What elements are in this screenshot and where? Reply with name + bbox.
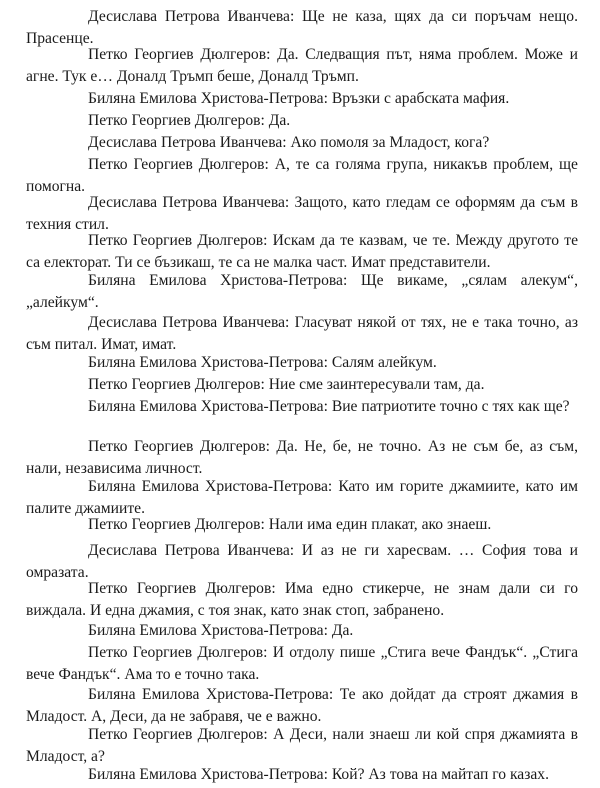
utterance-text: Да. <box>268 112 291 129</box>
transcript-paragraph <box>26 724 578 768</box>
transcript-paragraph <box>26 110 578 132</box>
speaker-name: Биляна Емилова Христова-Петрова: <box>88 478 333 495</box>
speaker-name: Биляна Емилова Христова-Петрова: <box>88 766 328 783</box>
utterance-text: И отдолу пише „Стига вече Фандък“. „Стига вече Фандък“. Ама то е точно така. <box>26 644 578 683</box>
utterance-text: Има едно стикерче, не знам дали си го виждала. И една джамия, с тоя знак, като знак стоп, забранено. <box>26 580 578 619</box>
utterance-text: Ще не каза, щях да си поръчам нещо. Прасенце. <box>26 8 578 47</box>
speaker-name: Петко Георгиев Дюлгеров: <box>88 232 268 249</box>
speaker-name: Петко Георгиев Дюлгеров: <box>88 46 271 63</box>
speaker-name: Петко Георгиев Дюлгеров: <box>88 376 265 393</box>
utterance-text: Ние сме заинтересували там, да. <box>268 376 485 393</box>
utterance-text: Те ако дойдат да строят джамия в Младост. А, Деси, да не забравя, че е важно. <box>26 686 579 725</box>
utterance-text: Искам да те казвам, че те. Между другото те са електорат. Ти се бъзикаш, те са не малка част. Имат представители. <box>26 232 579 271</box>
transcript-paragraph <box>26 396 578 418</box>
speaker-name: Биляна Емилова Христова-Петрова: <box>88 686 334 703</box>
transcript-paragraph <box>26 578 578 622</box>
speaker-name: Десислава Петрова Иванчева: <box>88 8 295 25</box>
utterance-text: И аз не ги харесвам. … София това и омразата. <box>26 542 578 581</box>
utterance-text: Да. Не, бе, не точно. Аз не съм бе, аз съм, нали, независима личност. <box>26 438 578 477</box>
speaker-name: Петко Георгиев Дюлгеров: <box>88 156 269 173</box>
utterance-text: Салям алейкум. <box>331 354 437 371</box>
transcript-paragraph <box>26 352 578 374</box>
transcript-paragraph <box>26 620 578 642</box>
utterance-text: А Деси, нали знаеш ли кой спря джамията в Младост, а? <box>26 726 578 765</box>
transcript-paragraph <box>26 642 578 686</box>
speaker-name: Биляна Емилова Христова-Петрова: <box>88 398 328 415</box>
speaker-name: Биляна Емилова Христова-Петрова: <box>88 354 328 371</box>
utterance-text: Нали има един плакат, ако знаеш. <box>268 516 492 533</box>
utterance-text: Ако помоля за Младост, кога? <box>290 134 490 151</box>
transcript-paragraph <box>26 132 578 154</box>
speaker-name: Биляна Емилова Христова-Петрова: <box>88 90 328 107</box>
speaker-name: Десислава Петрова Иванчева: <box>88 542 295 559</box>
speaker-name: Биляна Емилова Христова-Петрова: <box>88 272 348 289</box>
speaker-name: Петко Георгиев Дюлгеров: <box>88 726 268 743</box>
transcript-paragraph <box>26 514 578 536</box>
speaker-name: Петко Георгиев Дюлгеров: <box>88 644 268 661</box>
utterance-text: Да. <box>331 622 354 639</box>
transcript-paragraph <box>26 684 578 728</box>
speaker-name: Десислава Петрова Иванчева: <box>88 194 290 211</box>
speaker-name: Петко Георгиев Дюлгеров: <box>88 580 276 597</box>
transcript-paragraph <box>26 44 578 88</box>
transcript-paragraph <box>26 270 578 314</box>
utterance-text: Ще викаме, „сялам алекум“, „алейкум“. <box>26 272 579 311</box>
utterance-text: А, те са голяма група, никакъв проблем, ще помогна. <box>26 156 578 195</box>
transcript-paragraph <box>26 230 578 274</box>
speaker-name: Петко Георгиев Дюлгеров: <box>88 516 265 533</box>
speaker-name: Десислава Петрова Иванчева: <box>88 134 287 151</box>
utterance-text: Като им горите джамиите, като им палите джамиите. <box>26 478 578 517</box>
speaker-name: Биляна Емилова Христова-Петрова: <box>88 622 328 639</box>
utterance-text: Кой? Аз това на майтап го казах. <box>331 766 549 783</box>
transcript-paragraph <box>26 764 578 786</box>
transcript-paragraph <box>26 436 578 480</box>
speaker-name: Десислава Петрова Иванчева: <box>88 314 290 331</box>
utterance-text: Вие патриотите точно с тях как ще? <box>331 398 570 415</box>
speaker-name: Петко Георгиев Дюлгеров: <box>88 112 265 129</box>
speaker-name: Петко Георгиев Дюлгеров: <box>88 438 270 455</box>
transcript-paragraph <box>26 374 578 396</box>
transcript-paragraph <box>26 88 578 110</box>
utterance-text: Защото, като гледам се оформям да съм в техния стил. <box>26 194 578 233</box>
transcript-paragraph <box>26 312 578 356</box>
utterance-text: Гласуват някой от тях, не е така точно, аз съм питал. Имат, имат. <box>26 314 579 353</box>
utterance-text: Да. Следващия път, няма проблем. Може и агне. Тук е… Доналд Тръмп беше, Доналд Тръмп. <box>26 46 579 85</box>
utterance-text: Връзки с арабската мафия. <box>331 90 510 107</box>
